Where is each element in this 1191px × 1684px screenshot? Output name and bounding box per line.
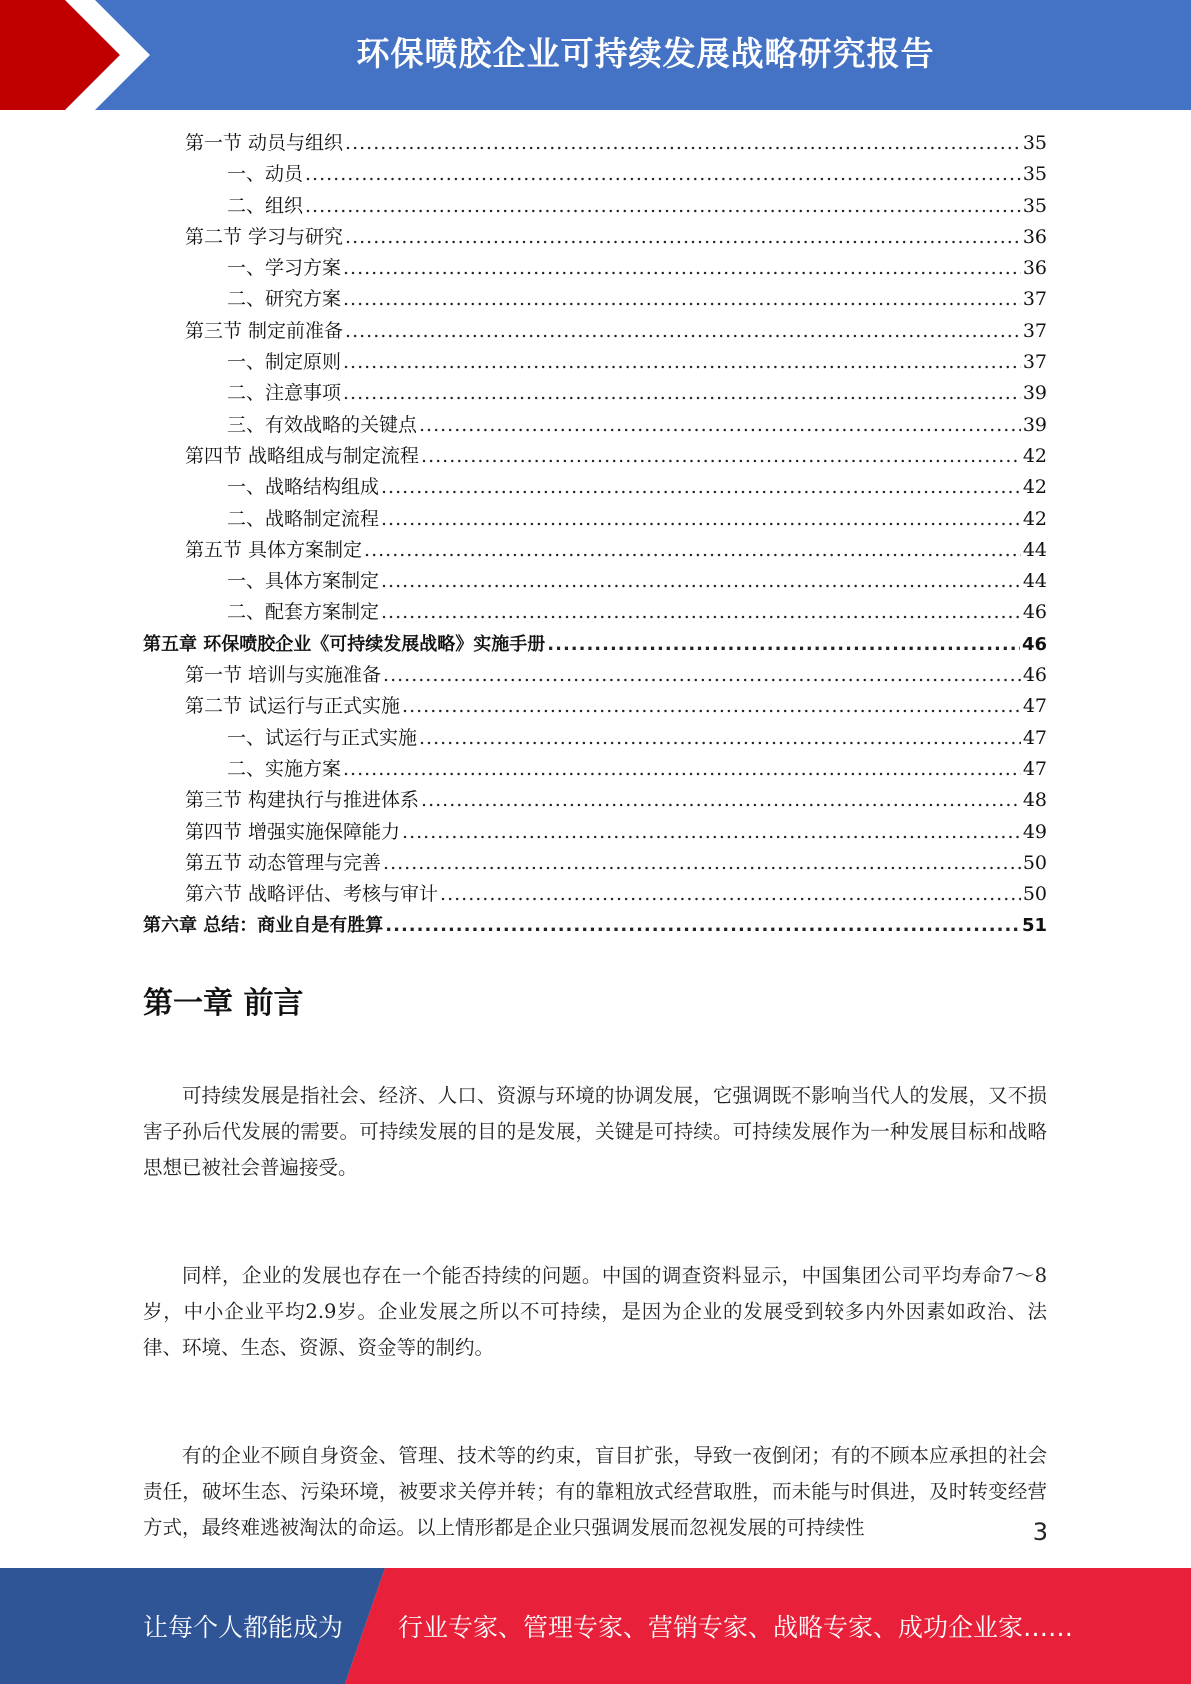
toc-dot-leader bbox=[381, 566, 1021, 597]
toc-entry[interactable] bbox=[143, 284, 1047, 315]
page-header bbox=[0, 0, 1191, 110]
toc-entry[interactable] bbox=[143, 879, 1047, 910]
toc-entry-label: 一、学习方案 bbox=[227, 257, 342, 280]
toc-entry[interactable] bbox=[143, 691, 1047, 722]
toc-entry[interactable] bbox=[143, 817, 1047, 848]
toc-entry[interactable] bbox=[143, 504, 1047, 535]
header-chevron-accent bbox=[0, 0, 160, 110]
toc-entry-page: 47 bbox=[1022, 695, 1047, 718]
toc-entry[interactable] bbox=[143, 128, 1047, 159]
toc-entry-label: 二、组织 bbox=[227, 194, 304, 217]
toc-dot-leader bbox=[364, 535, 1021, 566]
toc-dot-leader bbox=[402, 691, 1021, 722]
toc-dot-leader bbox=[381, 597, 1021, 628]
toc-entry-label: 二、配套方案制定 bbox=[227, 601, 380, 624]
toc-entry-label: 二、实施方案 bbox=[227, 757, 342, 780]
toc-dot-leader bbox=[305, 159, 1021, 190]
toc-dot-leader bbox=[419, 723, 1021, 754]
footer-slogan-left: 让每个人都能成为 bbox=[143, 1613, 344, 1642]
toc-dot-leader bbox=[343, 378, 1021, 409]
toc-entry[interactable] bbox=[143, 754, 1047, 785]
toc-dot-leader bbox=[343, 253, 1021, 284]
chapter-heading: 第一章 前言 bbox=[143, 986, 304, 1021]
toc-entry-label: 第五节 动态管理与完善 bbox=[185, 851, 382, 874]
toc-entry[interactable] bbox=[143, 410, 1047, 441]
toc-dot-leader bbox=[421, 441, 1021, 472]
toc-dot-leader bbox=[343, 284, 1021, 315]
toc-entry-page: 46 bbox=[1021, 633, 1047, 655]
toc-entry[interactable] bbox=[143, 472, 1047, 503]
toc-entry-label: 二、战略制定流程 bbox=[227, 507, 380, 530]
toc-entry-page: 37 bbox=[1022, 351, 1047, 374]
toc-dot-leader bbox=[345, 316, 1021, 347]
toc-entry-page: 46 bbox=[1022, 601, 1047, 624]
toc-dot-leader bbox=[402, 817, 1021, 848]
toc-dot-leader bbox=[419, 410, 1021, 441]
toc-entry[interactable] bbox=[143, 378, 1047, 409]
toc-entry-label: 第二节 学习与研究 bbox=[185, 225, 344, 248]
toc-dot-leader bbox=[421, 785, 1021, 816]
toc-entry[interactable] bbox=[143, 535, 1047, 566]
toc-entry-page: 36 bbox=[1022, 257, 1047, 280]
toc-entry-label: 一、具体方案制定 bbox=[227, 570, 380, 593]
toc-dot-leader bbox=[381, 472, 1021, 503]
page-footer bbox=[0, 1568, 1191, 1684]
toc-chapter-entry[interactable] bbox=[143, 629, 1047, 660]
table-of-contents bbox=[143, 128, 1047, 942]
toc-entry[interactable] bbox=[143, 785, 1047, 816]
toc-entry[interactable] bbox=[143, 441, 1047, 472]
toc-entry-label: 第五章 环保喷胶企业《可持续发展战略》实施手册 bbox=[143, 633, 546, 655]
toc-entry-page: 37 bbox=[1022, 319, 1047, 342]
toc-entry-label: 三、有效战略的关键点 bbox=[227, 413, 418, 436]
toc-entry-label: 一、战略结构组成 bbox=[227, 476, 380, 499]
toc-entry[interactable] bbox=[143, 347, 1047, 378]
toc-entry-page: 50 bbox=[1022, 883, 1047, 906]
toc-entry-label: 一、制定原则 bbox=[227, 351, 342, 374]
toc-entry-label: 第三节 制定前准备 bbox=[185, 319, 344, 342]
toc-entry-page: 35 bbox=[1022, 132, 1047, 154]
toc-entry-page: 44 bbox=[1022, 538, 1047, 561]
toc-entry-page: 50 bbox=[1022, 851, 1047, 874]
toc-entry[interactable] bbox=[143, 191, 1047, 222]
toc-entry-page: 42 bbox=[1022, 507, 1047, 530]
toc-entry-label: 第四节 战略组成与制定流程 bbox=[185, 444, 420, 467]
toc-dot-leader bbox=[343, 754, 1021, 785]
toc-entry-label: 第二节 试运行与正式实施 bbox=[185, 695, 401, 718]
toc-entry-page: 35 bbox=[1022, 194, 1047, 217]
toc-entry-page: 47 bbox=[1022, 757, 1047, 780]
toc-entry-page: 49 bbox=[1022, 820, 1047, 843]
toc-entry[interactable] bbox=[143, 316, 1047, 347]
toc-entry-label: 一、动员 bbox=[227, 163, 304, 186]
footer-slogan-right: 行业专家、管理专家、营销专家、战略专家、成功企业家…… bbox=[398, 1613, 1074, 1642]
toc-entry-page: 35 bbox=[1022, 163, 1047, 186]
toc-entry[interactable] bbox=[143, 723, 1047, 754]
toc-entry-page: 39 bbox=[1022, 413, 1047, 436]
toc-dot-leader bbox=[440, 879, 1021, 910]
toc-dot-leader bbox=[383, 848, 1021, 879]
toc-entry[interactable] bbox=[143, 253, 1047, 284]
toc-entry-label: 一、试运行与正式实施 bbox=[227, 726, 418, 749]
toc-entry-page: 42 bbox=[1022, 476, 1047, 499]
report-title: 环保喷胶企业可持续发展战略研究报告 bbox=[356, 34, 935, 73]
toc-entry-label: 第三节 构建执行与推进体系 bbox=[185, 789, 420, 812]
toc-entry-page: 36 bbox=[1022, 225, 1047, 248]
toc-entry-page: 37 bbox=[1022, 288, 1047, 311]
toc-entry-page: 39 bbox=[1022, 382, 1047, 405]
toc-entry[interactable] bbox=[143, 566, 1047, 597]
toc-entry-label: 第六节 战略评估、考核与审计 bbox=[185, 883, 439, 906]
toc-entry-label: 第六章 总结：商业自是有胜算 bbox=[143, 915, 384, 937]
toc-entry-label: 二、注意事项 bbox=[227, 382, 342, 405]
page-number: 3 bbox=[1032, 1518, 1048, 1546]
toc-chapter-entry[interactable] bbox=[143, 910, 1047, 941]
toc-dot-leader bbox=[383, 660, 1021, 691]
toc-entry-page: 48 bbox=[1022, 789, 1047, 812]
toc-dot-leader bbox=[343, 347, 1021, 378]
toc-dot-leader bbox=[305, 191, 1021, 222]
toc-dot-leader bbox=[345, 222, 1021, 253]
toc-entry[interactable] bbox=[143, 222, 1047, 253]
toc-entry-label: 第一节 动员与组织 bbox=[185, 132, 344, 154]
chapter-body bbox=[143, 1078, 1047, 1618]
toc-entry-page: 44 bbox=[1022, 570, 1047, 593]
toc-entry-page: 47 bbox=[1022, 726, 1047, 749]
paragraph-3: 有的企业不顾自身资金、管理、技术等的约束，盲目扩张，导致一夜倒闭；有的不顾本应承担的社会责任，破坏生态、污染环境，被要求关停并转；有的靠粗放式经营取胜，而未能与时俱进，及时转变经营方式，最终难逃被淘汰的命运。以上情形都是企业只强调发展而忽视发展的可持续性 bbox=[143, 1444, 1047, 1539]
toc-dot-leader bbox=[385, 910, 1020, 941]
paragraph-1: 可持续发展是指社会、经济、人口、资源与环境的协调发展，它强调既不影响当代人的发展，又不损害子孙后代发展的需要。可持续发展的目的是发展，关键是可持续。可持续发展作为一种发展目标和战略思想已被社会普遍接受。 bbox=[143, 1084, 1047, 1179]
toc-entry-page: 46 bbox=[1022, 664, 1047, 687]
toc-entry-label: 二、研究方案 bbox=[227, 288, 342, 311]
toc-entry[interactable] bbox=[143, 597, 1047, 628]
toc-entry-label: 第一节 培训与实施准备 bbox=[185, 664, 382, 687]
toc-dot-leader bbox=[547, 629, 1020, 660]
toc-entry-page: 51 bbox=[1021, 915, 1047, 937]
toc-entry[interactable] bbox=[143, 660, 1047, 691]
toc-entry-label: 第五节 具体方案制定 bbox=[185, 538, 363, 561]
toc-entry-page: 42 bbox=[1022, 444, 1047, 467]
toc-entry[interactable] bbox=[143, 159, 1047, 190]
toc-entry-label: 第四节 增强实施保障能力 bbox=[185, 820, 401, 843]
toc-dot-leader bbox=[345, 128, 1021, 159]
toc-entry[interactable] bbox=[143, 848, 1047, 879]
paragraph-2: 同样，企业的发展也存在一个能否持续的问题。中国的调查资料显示，中国集团公司平均寿命7～8岁，中小企业平均2.9岁。企业发展之所以不可持续，是因为企业的发展受到较多内外因素如政治、法律、环境、生态、资源、资金等的制约。 bbox=[143, 1264, 1047, 1359]
toc-dot-leader bbox=[381, 504, 1021, 535]
